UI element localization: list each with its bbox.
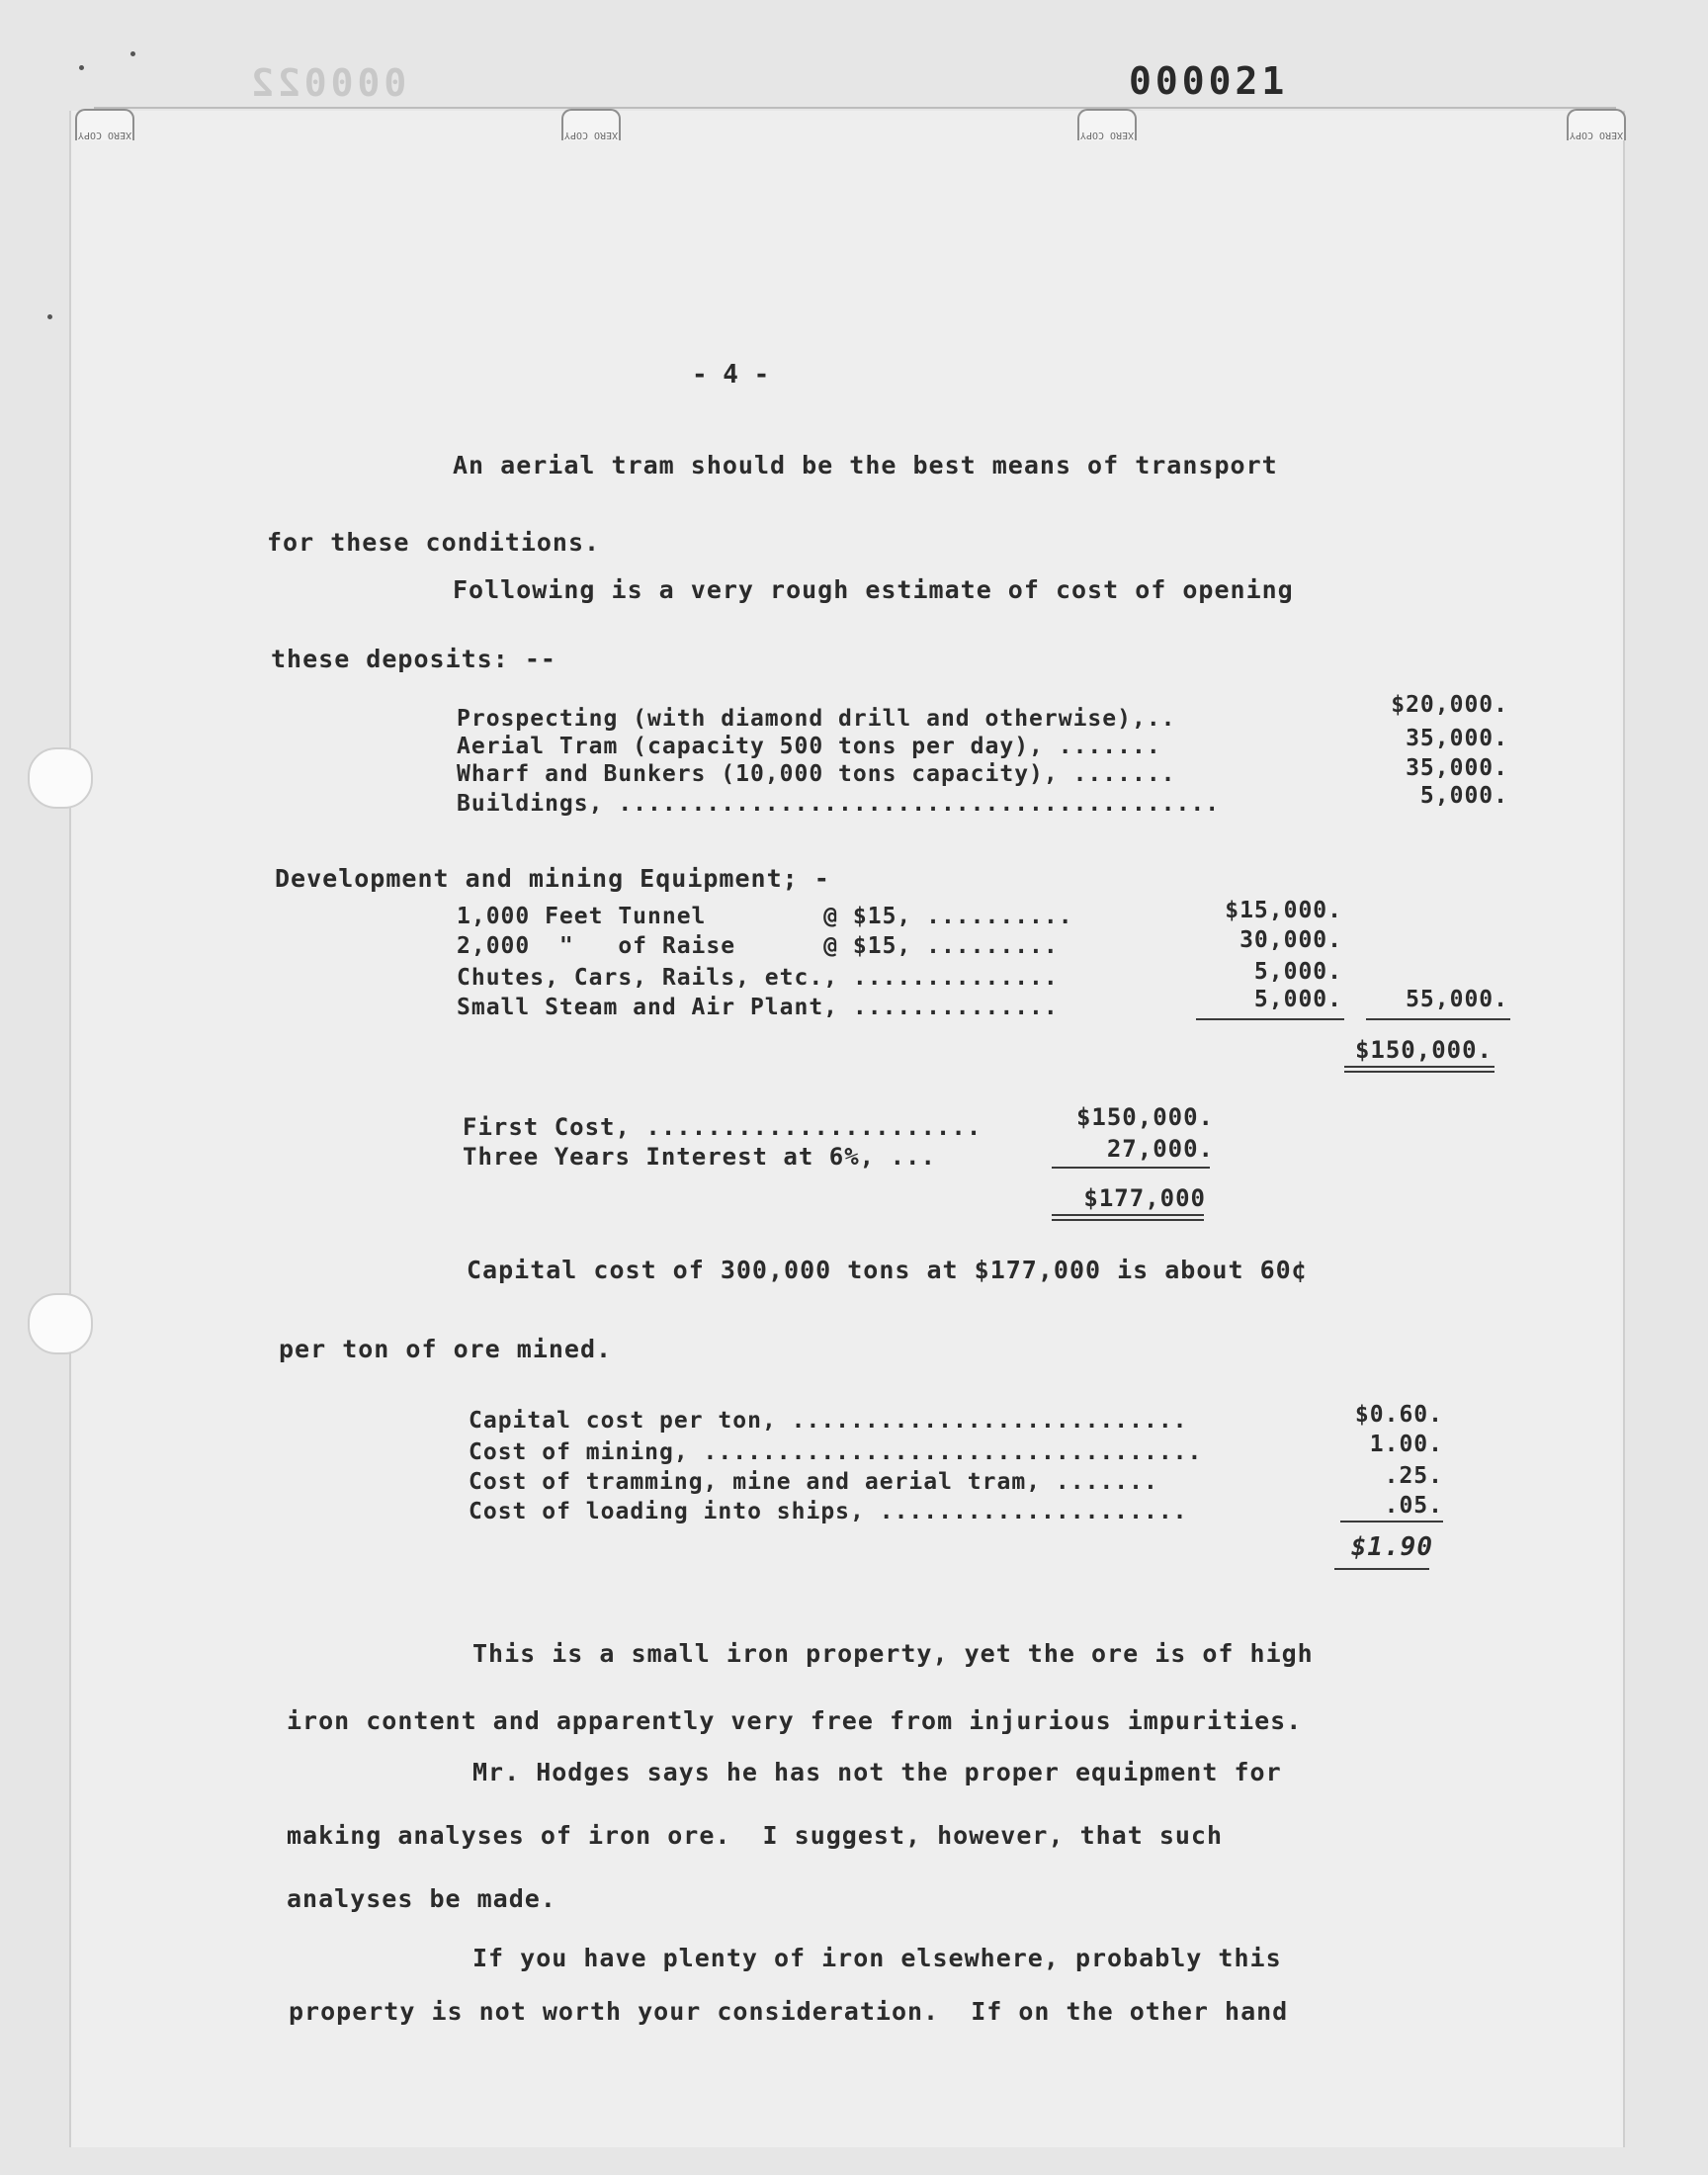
development-row-value: 5,000. (1253, 959, 1342, 985)
underline-rule (1340, 1521, 1443, 1522)
paragraph-line: Mr. Hodges says he has not the proper equipment for (472, 1758, 1282, 1786)
paragraph-line: property is not worth your consideration. If on the other hand (289, 1997, 1289, 2026)
xerox-stamp-tab: XERO COPY (1077, 109, 1137, 140)
xerox-stamp-tab: XERO COPY (75, 109, 134, 140)
underline-rule (1196, 1018, 1344, 1020)
punch-hole (28, 1293, 93, 1354)
scan-speck (79, 65, 84, 70)
paragraph-line: iron content and apparently very free from injurious impurities. (287, 1706, 1303, 1735)
page-number: - 4 - (692, 360, 770, 390)
per-ton-total: $1.90 (1350, 1532, 1433, 1562)
estimate-row-label: Buildings, ......................................... (457, 791, 1221, 817)
scan-speck (47, 314, 52, 319)
underline-rule (1052, 1167, 1210, 1169)
paragraph-line: per ton of ore mined. (279, 1335, 613, 1363)
paragraph-line: An aerial tram should be the best means of transport (453, 451, 1278, 479)
underline-rule (1366, 1018, 1510, 1020)
double-underline-rule (1052, 1214, 1204, 1216)
development-row-value: $15,000. (1225, 898, 1342, 923)
development-row-label: 2,000 " of Raise @ $15, ......... (457, 933, 1059, 959)
paragraph-line: for these conditions. (267, 528, 601, 557)
development-row-label: 1,000 Feet Tunnel @ $15, .......... (457, 904, 1073, 929)
per-ton-row-value: .05. (1384, 1493, 1443, 1519)
first-cost-total: $177,000 (1083, 1184, 1206, 1212)
paragraph-line: these deposits: -- (271, 645, 556, 673)
development-row-label: Chutes, Cars, Rails, etc., .............. (457, 965, 1059, 991)
per-ton-row-value: .25. (1384, 1463, 1443, 1489)
double-underline-rule (1344, 1066, 1494, 1068)
development-subtotal: 55,000. (1406, 987, 1508, 1012)
per-ton-row-label: Cost of mining, .................................. (469, 1439, 1203, 1465)
paragraph-line: This is a small iron property, yet the ore is of high (472, 1639, 1314, 1668)
per-ton-row-label: Cost of tramming, mine and aerial tram, ....... (469, 1469, 1158, 1495)
paragraph-line: making analyses of iron ore. I suggest, however, that such (287, 1821, 1224, 1850)
estimate-row-label: Prospecting (with diamond drill and otherwise),.. (457, 706, 1176, 732)
first-cost-row-label: Three Years Interest at 6%, ... (463, 1143, 936, 1171)
development-heading: Development and mining Equipment; - (275, 864, 830, 893)
estimate-row-value: 35,000. (1406, 755, 1508, 781)
sheet-top-edge (94, 107, 1616, 109)
scan-speck (130, 51, 135, 56)
development-row-label: Small Steam and Air Plant, .............. (457, 995, 1059, 1020)
double-underline-rule (1344, 1071, 1494, 1073)
first-cost-row-label: First Cost, ...................... (463, 1113, 982, 1141)
per-ton-row-value: $0.60. (1354, 1402, 1443, 1428)
paragraph-line: analyses be made. (287, 1884, 556, 1913)
paragraph-line: Capital cost of 300,000 tons at $177,000 is about 60¢ (467, 1256, 1308, 1284)
double-underline-rule (1334, 1568, 1429, 1570)
estimate-row-value: $20,000. (1391, 692, 1508, 718)
paragraph-line: Following is a very rough estimate of cost of opening (453, 575, 1294, 604)
punch-hole (28, 747, 93, 809)
first-cost-row-value: 27,000. (1106, 1135, 1214, 1163)
paragraph-line: If you have plenty of iron elsewhere, probably this (472, 1944, 1282, 1972)
xerox-stamp-tab: XERO COPY (1567, 109, 1626, 140)
development-row-value: 5,000. (1253, 987, 1342, 1012)
per-ton-row-value: 1.00. (1369, 1432, 1443, 1457)
estimate-row-label: Wharf and Bunkers (10,000 tons capacity), ....... (457, 761, 1176, 787)
estimate-row-value: 5,000. (1419, 783, 1508, 809)
per-ton-row-label: Cost of loading into ships, ..................... (469, 1499, 1188, 1524)
estimate-row-value: 35,000. (1406, 726, 1508, 751)
per-ton-row-label: Capital cost per ton, ........................... (469, 1408, 1188, 1434)
ghost-document-number: 000022 (247, 61, 407, 105)
first-cost-row-value: $150,000. (1075, 1103, 1214, 1131)
xerox-stamp-tab: XERO COPY (561, 109, 621, 140)
document-number: 000021 (1129, 59, 1289, 103)
double-underline-rule (1052, 1219, 1204, 1221)
estimate-row-label: Aerial Tram (capacity 500 tons per day), ....... (457, 734, 1161, 759)
development-row-value: 30,000. (1239, 927, 1342, 953)
development-grand-total: $150,000. (1354, 1036, 1493, 1064)
